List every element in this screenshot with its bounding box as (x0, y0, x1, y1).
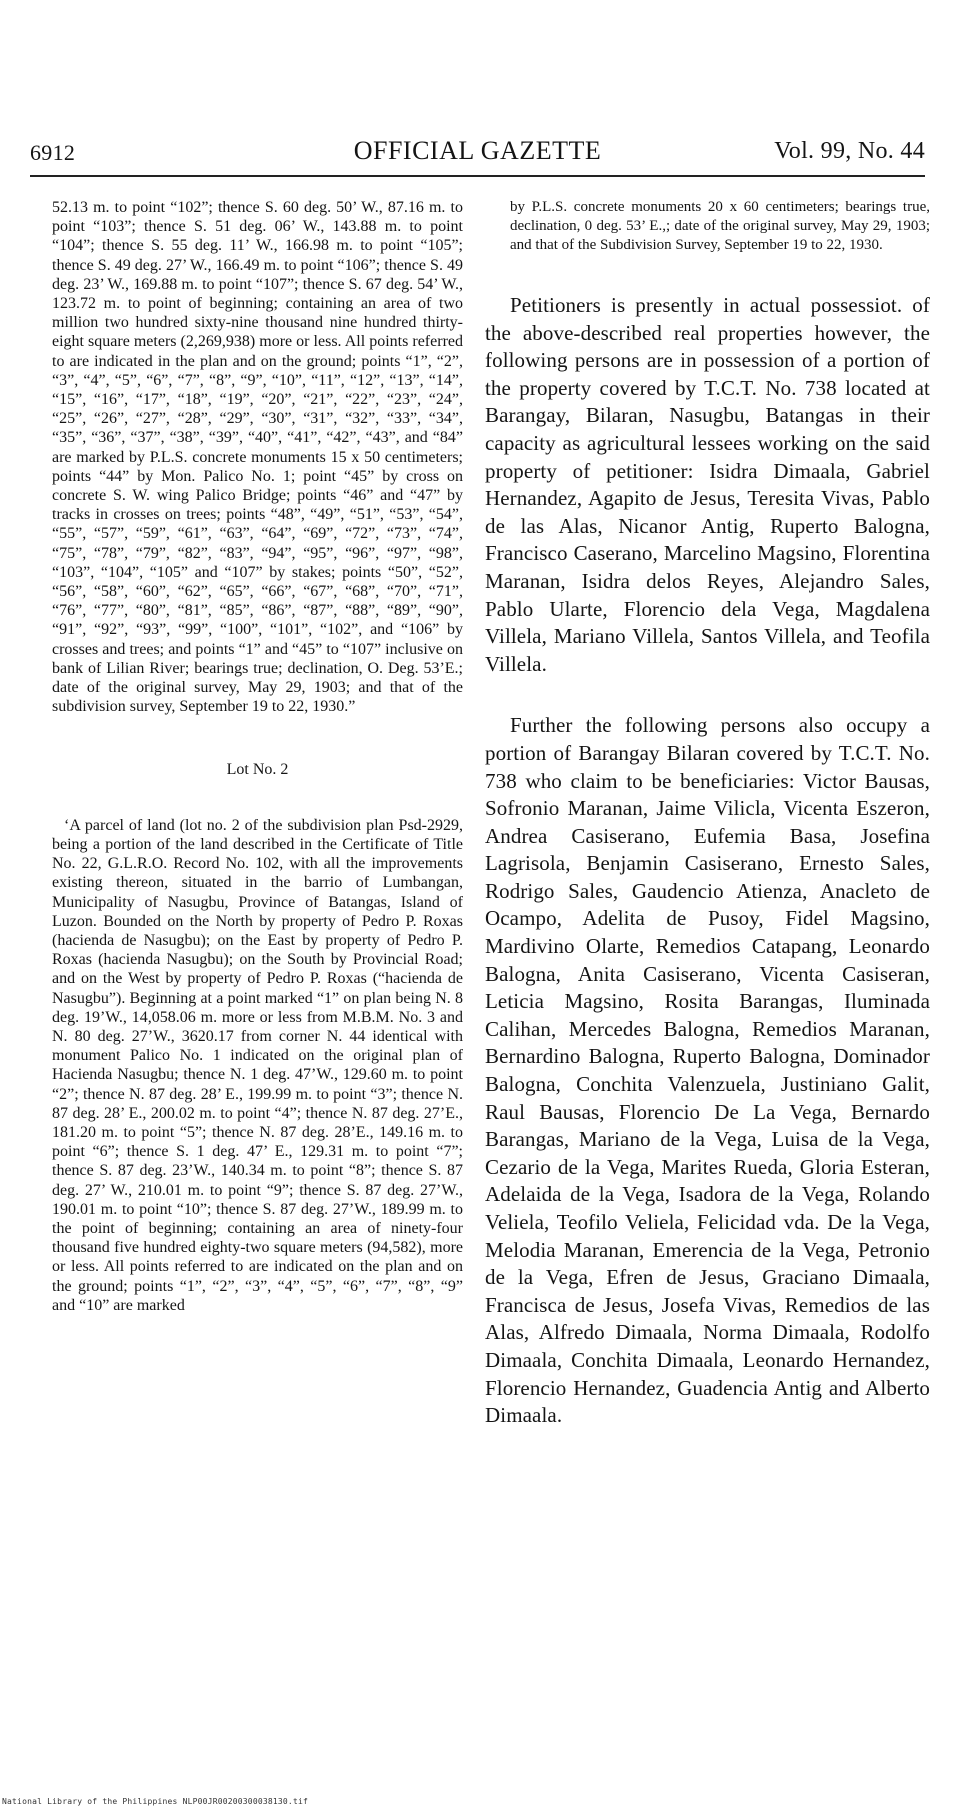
volume-issue: Vol. 99, No. 44 (774, 138, 925, 164)
page-number: 6912 (30, 140, 76, 165)
beneficiaries-paragraph: Further the following persons also occupy a portion of Barangay Bilaran covered by T.C.T. No. 738 who claim to be beneficiaries: Victor Bausas, Sofronio Maranan, Jaime Vilicla, Vicenta Eszeron, Andrea Casiserano, Eufemia Basa, Josefina Lagrisola, Benjamin Casiserano, Ernesto Sales, Rodrigo Sales, Gaudencio Atienza, Anacleto de Ocampo, Adelita de Pusoy, Fidel Magsino, Mardivino Olarte, Remedios Catapang, Leonardo Balogna, Anita Casiserano, Vicenta Casiseran, Leticia Magsino, Rosita Barangas, Iluminada Calihan, Mercedes Balogna, Remedios Maranan, Bernardino Balogna, Ruperto Balogna, Dominador Balogna, Conchita Valenzuela, Justiniano Galit, Raul Bausas, Florencio De La Vega, Bernardo Barangas, Mariano de la Vega, Luisa de la Vega, Cezario de la Vega, Marites Rueda, Gloria Esteran, Adelaida de la Vega, Isadora de la Vega, Rolando Veliela, Teofilo Veliela, Felicidad vda. De la Vega, Melodia Maranan, Emerencia de la Vega, Petronio de la Vega, Efren de Jesus, Graciano Dimaala, Francisca de Jesus, Josefa Vivas, Remedios de las Alas, Alfredo Dimaala, Norma Dimaala, Rodolfo Dimaala, Conchita Dimaala, Leonardo Hernandez, Florencio Hernandez, Guadencia Antig and Alberto Dimaala. (485, 713, 930, 1428)
page-header (30, 122, 925, 170)
left-column (52, 198, 463, 1315)
lot2-description-continued: by P.L.S. concrete monuments 20 x 60 centimeters; bearings true, declination, 0 deg. 53’ E.,; date of the original survey, May 29, 1903; and that of the Subdivision Survey, September 19 to 22, 1930. (510, 199, 930, 254)
publication-title: OFFICIAL GAZETTE (353, 136, 602, 165)
lot-heading: Lot No. 2 (226, 761, 289, 779)
lot1-description-continued: 52.13 m. to point “102”; thence S. 60 deg. 50’ W., 87.16 m. to point “103”; thence S. 51 deg. 06’ W., 143.88 m. to point “104”; thence S. 55 deg. 11’ W., 166.98 m. to point “105”; thence S. 49 deg. 27’ W., 166.49 m. to point “106”; thence S. 49 deg. 23’ W., 169.88 m. to point “107”; thence S. 67 deg. 54’ W., 123.72 m. to point of beginning; containing an area of two million two hundred sixty-nine thousand nine hundred thirty-eight square meters (2,269,938) more or less. All points referred to are indicated in the plan and on the ground; points “1”, “2”, “3”, “4”, “5”, “6”, “7”, “8”, “9”, “10”, “11”, “12”, “13”, “14”, “15”, “16”, “17”, “18”, “19”, “20”, “21”, “22”, “23”, “24”, “25”, “26”, “27”, “28”, “29”, “30”, “31”, “32”, “33”, “34”, “35”, “36”, “37”, “38”, “39”, “40”, “41”, “42”, “43”, and “84” are marked by P.L.S. concrete monuments 15 x 50 centimeters; points “44” by Mon. Palico No. 1; point “45” by cross on concrete S. W. wing Palico Bridge; points “46” and “47” by tracks in crosses on trees; points “48”, “49”, “51”, “53”, “54”, “55”, “57”, “59”, “61”, “63”, “64”, “69”, “72”, “73”, “74”, “75”, “78”, “79”, “82”, “83”, “94”, “95”, “96”, “97”, “98”, “103”, “104”, “105” and “107” by stakes; points “50”, “52”, “56”, “58”, “60”, “62”, “65”, “66”, “67”, “68”, “70”, “71”, “76”, “77”, “80”, “81”, “85”, “86”, “87”, “88”, “89”, “90”, “91”, “92”, “93”, “99”, “100”, “101”, “102”, and “106” by crosses and trees; and points “1” and “45” to “107” inclusive on bank of Lilian River; bearings true; declination, O. Deg. 53’E.; date of the original survey, May 29, 1903; and that of the subdivision survey, September 19 to 22, 1930.” (52, 199, 463, 716)
scan-footer: National Library of the Philippines NLP00JR00200300038130.tif (2, 1797, 309, 1806)
header-rule (30, 175, 925, 177)
possession-paragraph: Petitioners is presently in actual possessiot. of the above-described real properties however, the following persons are in possession of a portion of the property covered by T.C.T. No. 738 located at Barangay, Bilaran, Nasugbu, Batangas in their capacity as agricultural lessees working on the said property of petitioner: Isidra Dimaala, Gabriel Hernandez, Agapito de Jesus, Teresita Vivas, Pablo de las Alas, Nicanor Antig, Ruperto Balogna, Francisco Caserano, Marcelino Magsino, Florentina Maranan, Isidra delos Reyes, Alejandro Sales, Pablo Ularte, Florencio dela Vega, Magdalena Villela, Mariano Villela, Santos Villela, and Teofila Villela. (485, 293, 930, 676)
lot2-description: ‘A parcel of land (lot no. 2 of the subdivision plan Psd-2929, being a portion of the land described in the Certificate of Title No. 22, G.L.R.O. Record No. 102, with all the improvements existing thereon, situated in the barrio of Lumbangan, Municipality of Nasugbu, Province of Batangas, Island of Luzon. Bounded on the North by property of Pedro P. Roxas (hacienda de Nasugbu); on the East by property of Pedro P. Roxas (hacienda Nasugbu); on the South by Provincial Road; and on the West by property of Pedro P. Roxas (“hacienda de Nasugbu”). Beginning at a point marked “1” on plan being N. 8 deg. 19’W., 14,058.06 m. more or less from M.B.M. No. 3 and N. 80 deg. 27’W., 3620.17 from corner N. 44 identical with monument Palico No. 1 indicated on the original plan of Hacienda Nasugbu; thence N. 1 deg. 47’W., 129.60 m. to point “2”; thence N. 87 deg. 28’ E., 199.99 m. to point “3”; thence N. 87 deg. 28’ E., 200.02 m. to point “4”; thence N. 87 deg. 27’E., 181.20 m. to point “5”; thence N. 87 deg. 28’E., 149.16 m. to point “6”; thence S. 1 deg. 47’ E., 129.31 m. to point “7”; thence S. 87 deg. 23’W., 140.34 m. to point “8”; thence S. 87 deg. 27’ W., 210.01 m. to point “9”; thence S. 87 deg. 27’W., 190.01 m. to point “10”; thence S. 87 deg. 27’W., 189.99 m. to the point of beginning; containing an area of ninety-four thousand five hundred eighty-two square meters (94,582), more or less. All points referred to are indicated on the plan and on the ground; points “1”, “2”, “3”, “4”, “5”, “6”, “7”, “8”, “9” and “10” are marked (52, 816, 463, 1314)
right-column (485, 292, 930, 1464)
